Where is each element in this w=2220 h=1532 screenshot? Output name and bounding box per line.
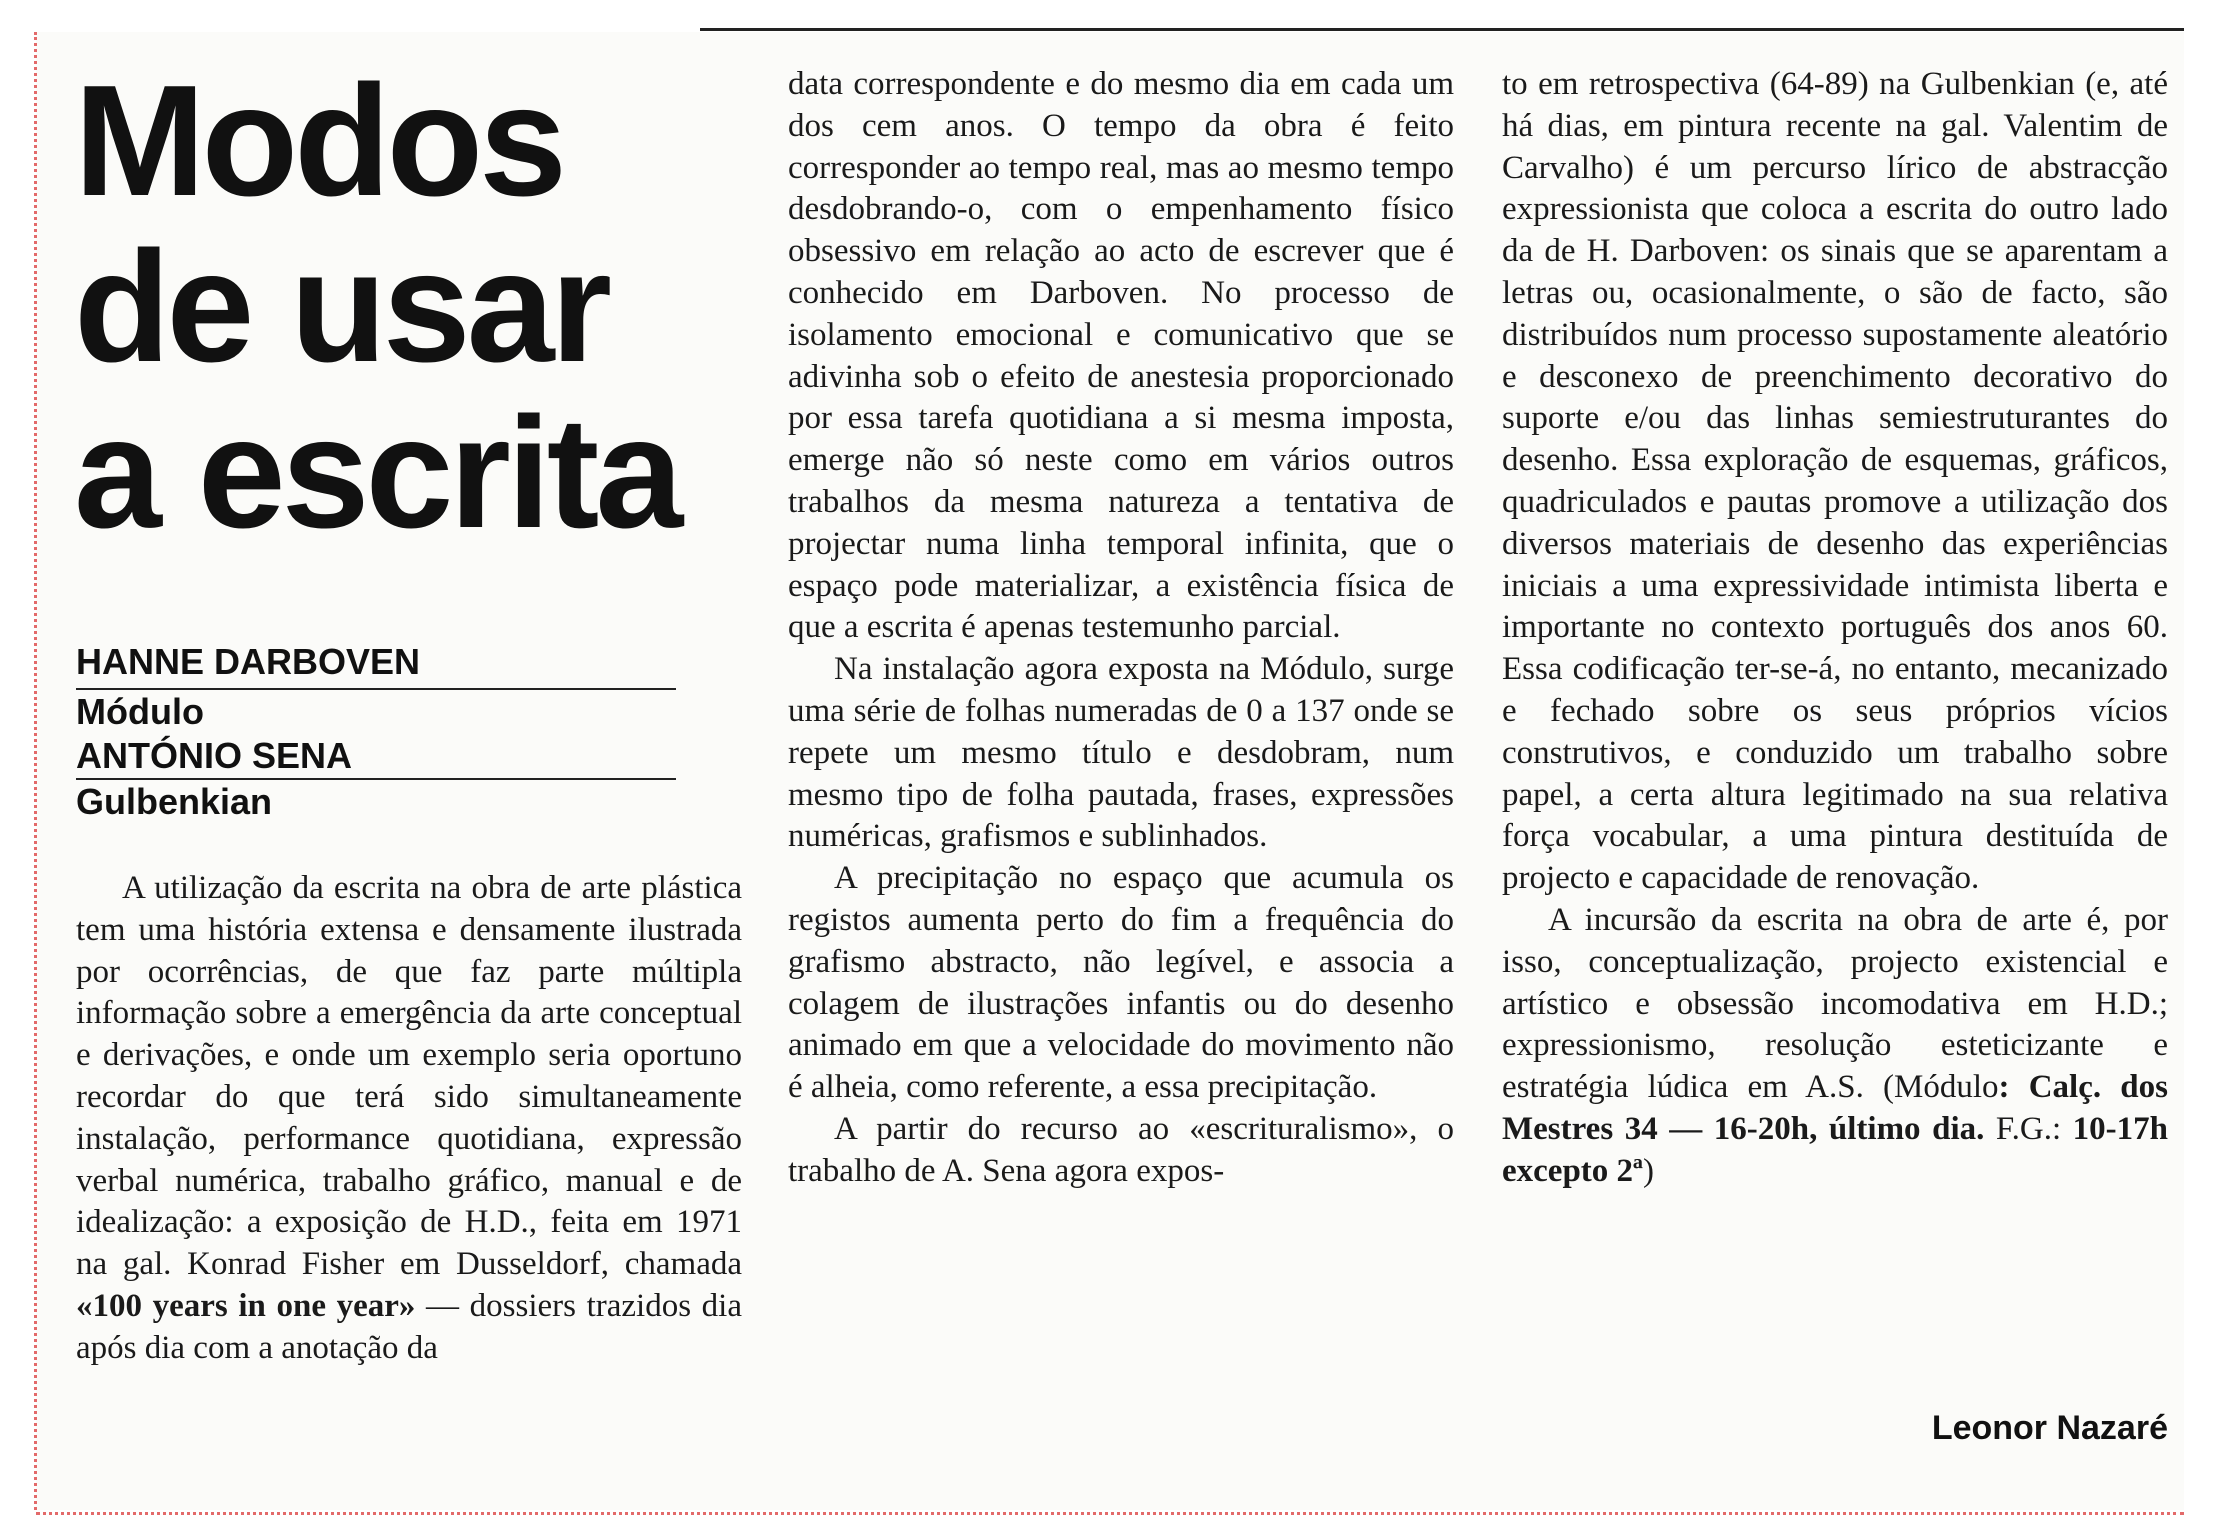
byline-venue-2: Gulbenkian [76,781,273,822]
col2-paragraph-1: data correspondente e do mesmo dia em cada um dos cem anos. O tempo da obra é feito corresponder ao tempo real, mas ao mesmo tempo desdobrando-o, com o empenhamento físico obsessivo em relação ao acto de escrever que é conhecido em Darboven. No processo de isolamento emocional e comunicativo que se adivinha sob o efeito de anestesia proporcionado por essa tarefa quotidiana a si mesma imposta, emerge não só neste como em vários outros trabalhos da mesma natureza a tentativa de projectar numa linha temporal infinita, que o espaço pode materializar, a existência física de que a escrita é apenas testemunho parcial. [788,66,1454,646]
col2-paragraph-4: A partir do recurso ao «escrituralismo», o trabalho de A. Sena agora expos- [788,1110,1454,1189]
cut-line-left [34,32,37,1510]
top-rule [700,28,2184,31]
col3-p2-text-b: F.G.: [1984,1110,2073,1147]
headline-line-3: a escrita [74,385,680,561]
author-signature: Leonor Nazaré [1931,1409,2168,1447]
col1-paragraph-1 [76,868,742,1370]
col3-p2-hours: 10-17h excepto 2ª [1502,1110,2168,1189]
article-column-1 [76,868,742,1370]
col3-p2-text-c: ) [1642,1152,1654,1189]
headline-line-1: Modos [74,53,564,229]
col1-p1-text-b: — dossiers trazidos dia após dia com a anotação da [76,1287,742,1366]
headline [74,53,714,561]
headline-line-2: de usar [74,219,609,395]
col3-paragraph-1: to em retrospectiva (64-89) na Gulbenkian (e, até há dias, em pintura recente na gal. Valentim de Carvalho) é um percurso lírico de abstracção expressionista que coloca a escrita do outro lado da de H. Darboven: os sinais que se aparentam a letras ou, ocasionalmente, o são de facto, são distribuídos num processo supostamente aleatório e desconexo de preenchimento decorativo do suporte e/ou das linhas semiestruturantes do desenho. Essa exploração de esquemas, gráficos, quadriculados e pautas promove a utilização dos diversos materiais de desenho das experiências iniciais a uma expressividade intimista liberta e importante no contexto português dos anos 60. Essa codificação ter-se-á, no entanto, mecanizado e fechado sobre os seus próprios vícios construtivos, e conduzido um trabalho sobre papel, a certa altura legitimado na sua relativa força vocabular, a uma pintura destituída de projecto e capacidade de renovação. [1502,66,2168,897]
byline-artist-1: HANNE DARBOVEN [76,641,421,682]
col2-paragraph-3: A precipitação no espaço que acumula os registos aumenta perto do fim a frequência do grafismo abstracto, não legível, e associa a colagem de ilustrações infantis ou do desenho animado em que a velocidade do movimento não é alheia, como referente, a essa precipitação. [788,860,1454,1106]
cut-line-bottom [36,1512,2184,1515]
byline-artist-2: ANTÓNIO SENA [76,735,353,776]
byline-venue-1: Módulo [76,691,204,732]
col3-paragraph-2 [1502,900,2168,1193]
col1-p1-text-a: A utilização da escrita na obra de arte plástica tem uma história extensa e densamente ilustrada por ocorrências, de que faz parte múltipla informação sobre a emergência da arte conceptual e derivações, e onde um exemplo seria oportuno recordar do que terá sido simultaneamente instalação, performance quotidiana, expressão verbal numérica, trabalho gráfico, manual e de idealização: a exposição de H.D., feita em 1971 na gal. Konrad Fisher em Dusseldorf, chamada [76,870,742,1283]
byline-venue-artist-group [76,690,676,778]
col3-p2-venue-info: : Calç. dos Mestres 34 — 16-20h, último dia. [1502,1069,2168,1147]
col1-p1-exhibition-title: «100 years in one year» [76,1287,416,1324]
article-column-3 [1502,64,2168,1193]
article-column-2 [788,64,1454,1193]
col2-paragraph-2: Na instalação agora exposta na Módulo, surge uma série de folhas numeradas de 0 a 137 onde se repete um mesmo título e desdobram, num mesmo tipo de folha pautada, frases, expressões numéricas, grafismos e sublinhados. [788,651,1454,855]
col3-p2-text-a: A incursão da escrita na obra de arte é, por isso, conceptualização, projecto existencial e artístico e obsessão incomodativa em H.D.; expressionismo, resolução esteticizante e estratégia lúdica em A.S. (Módulo [1502,901,2168,1106]
